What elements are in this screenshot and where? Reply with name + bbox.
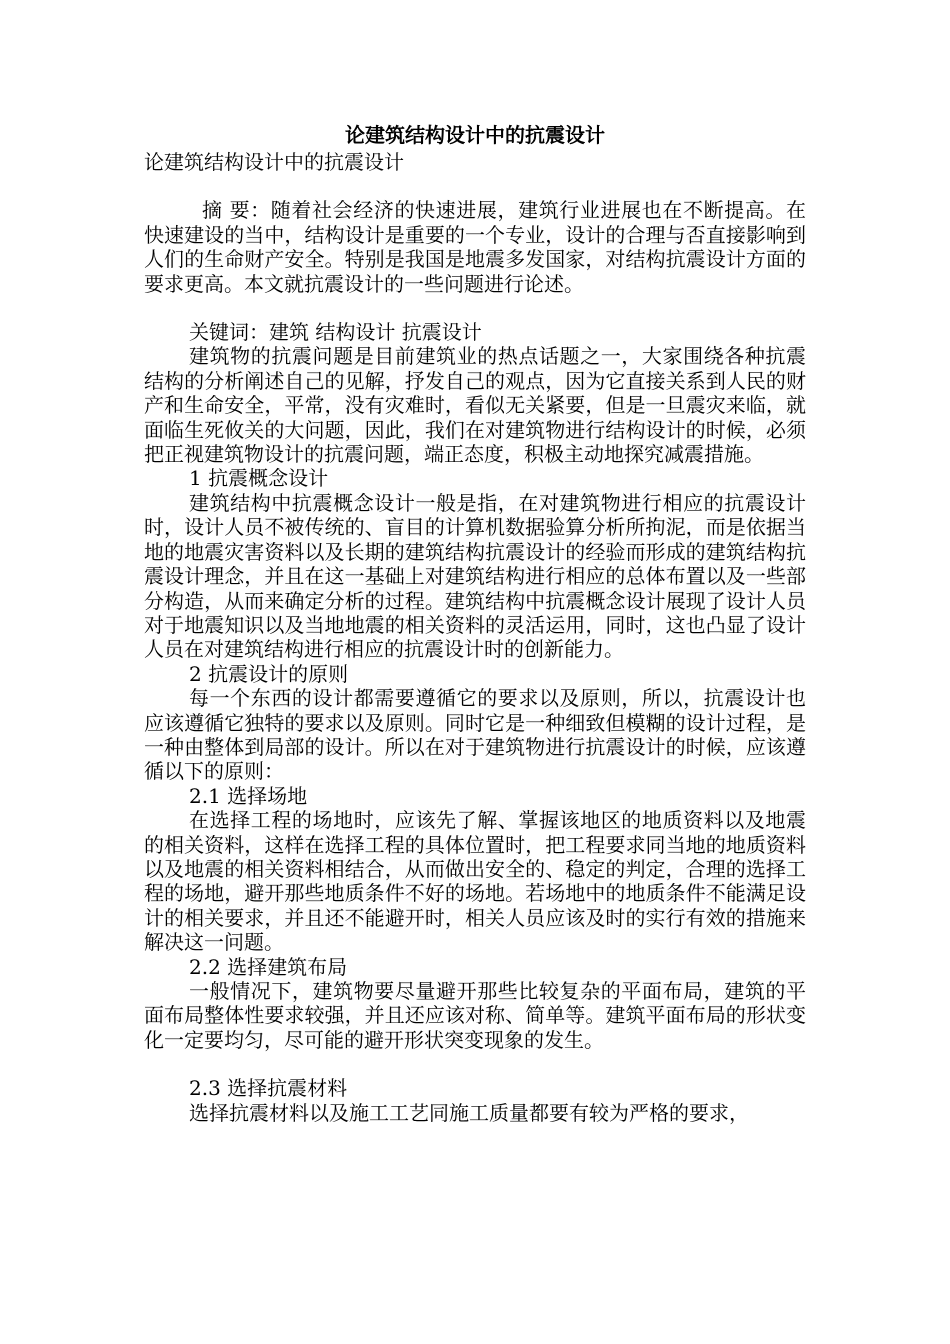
section-1-heading: 1 抗震概念设计 — [189, 466, 329, 491]
section-2-heading: 2 抗震设计的原则 — [189, 661, 349, 686]
spacer — [144, 1052, 806, 1076]
section-1-paragraph: 建筑结构中抗震概念设计一般是指，在对建筑物进行相应的抗震设计时，设计人员不被传统的、盲目的计算机数据验算分析所拘泥，而是依据当地的地震灾害资料以及长期的建筑结构抗震设计的经验而形成的建筑结构抗震设计理念，并且在这一基础上对建筑结构进行相应的总体布置以及一些部分构造，从而来确定分析的过程。建筑结构中抗震概念设计展现了设计人员对于地震知识以及当地地震的相关资料的灵活运用，同时，这也凸显了设计人员在对建筑结构进行相应的抗震设计时的创新能力。 — [144, 490, 806, 662]
spacer — [144, 174, 806, 198]
document-title: 论建筑结构设计中的抗震设计 — [345, 123, 605, 147]
section-2-1-paragraph: 在选择工程的场地时，应该先了解、掌握该地区的地质资料以及地震的相关资料，这样在选择工程的具体位置时，把工程要求同当地的地质资料以及地震的相关资料相结合，从而做出安全的、稳定的判定，合理的选择工程的场地，避开那些地质条件不好的场地。若场地中的地质条件不能满足设计的相关要求，并且还不能避开时，相关人员应该及时的实行有效的措施来解决这一问题。 — [144, 808, 806, 955]
document-subtitle: 论建筑结构设计中的抗震设计 — [144, 150, 404, 174]
keywords-line: 关键词：建筑 结构设计 抗震设计 — [189, 320, 482, 345]
intro-paragraph: 建筑物的抗震问题是目前建筑业的热点话题之一，大家围绕各种抗震结构的分析阐述自己的见解，抒发自己的观点，因为它直接关系到人民的财产和生命安全，平常，没有灾难时，看似无关紧要，但是一旦震灾来临，就面临生死攸关的大问题，因此，我们在对建筑物进行结构设计的时候，必须把正视建筑物设计的抗震问题，端正态度，积极主动地探究减震措施。 — [144, 344, 806, 467]
section-2-1-heading: 2.1 选择场地 — [189, 783, 308, 808]
section-2-3-paragraph: 选择抗震材料以及施工工艺同施工质量都要有较为严格的要求， — [189, 1100, 749, 1125]
section-2-paragraph: 每一个东西的设计都需要遵循它的要求以及原则，所以，抗震设计也应该遵循它独特的要求以及原则。同时它是一种细致但模糊的设计过程，是一种由整体到局部的设计。所以在对于建筑物进行抗震设计的时候，应该遵循以下的原则： — [144, 686, 806, 784]
section-2-3-heading: 2.3 选择抗震材料 — [189, 1076, 348, 1101]
section-2-2-heading: 2.2 选择建筑布局 — [189, 954, 348, 979]
section-2-2-paragraph: 一般情况下，建筑物要尽量避开那些比较复杂的平面布局，建筑的平面布局整体性要求较强，并且还应该对称、简单等。建筑平面布局的形状变化一定要均匀，尽可能的避开形状突变现象的发生。 — [144, 979, 806, 1052]
abstract-paragraph: 摘 要：随着社会经济的快速进展，建筑行业进展也在不断提高。在快速建设的当中，结构设计是重要的一个专业，设计的合理与否直接影响到人们的生命财产安全。特别是我国是地震多发国家，对结构抗震设计方面的要求更高。本文就抗震设计的一些问题进行论述。 — [144, 198, 806, 296]
document-page — [144, 120, 806, 1125]
spacer — [144, 296, 806, 320]
